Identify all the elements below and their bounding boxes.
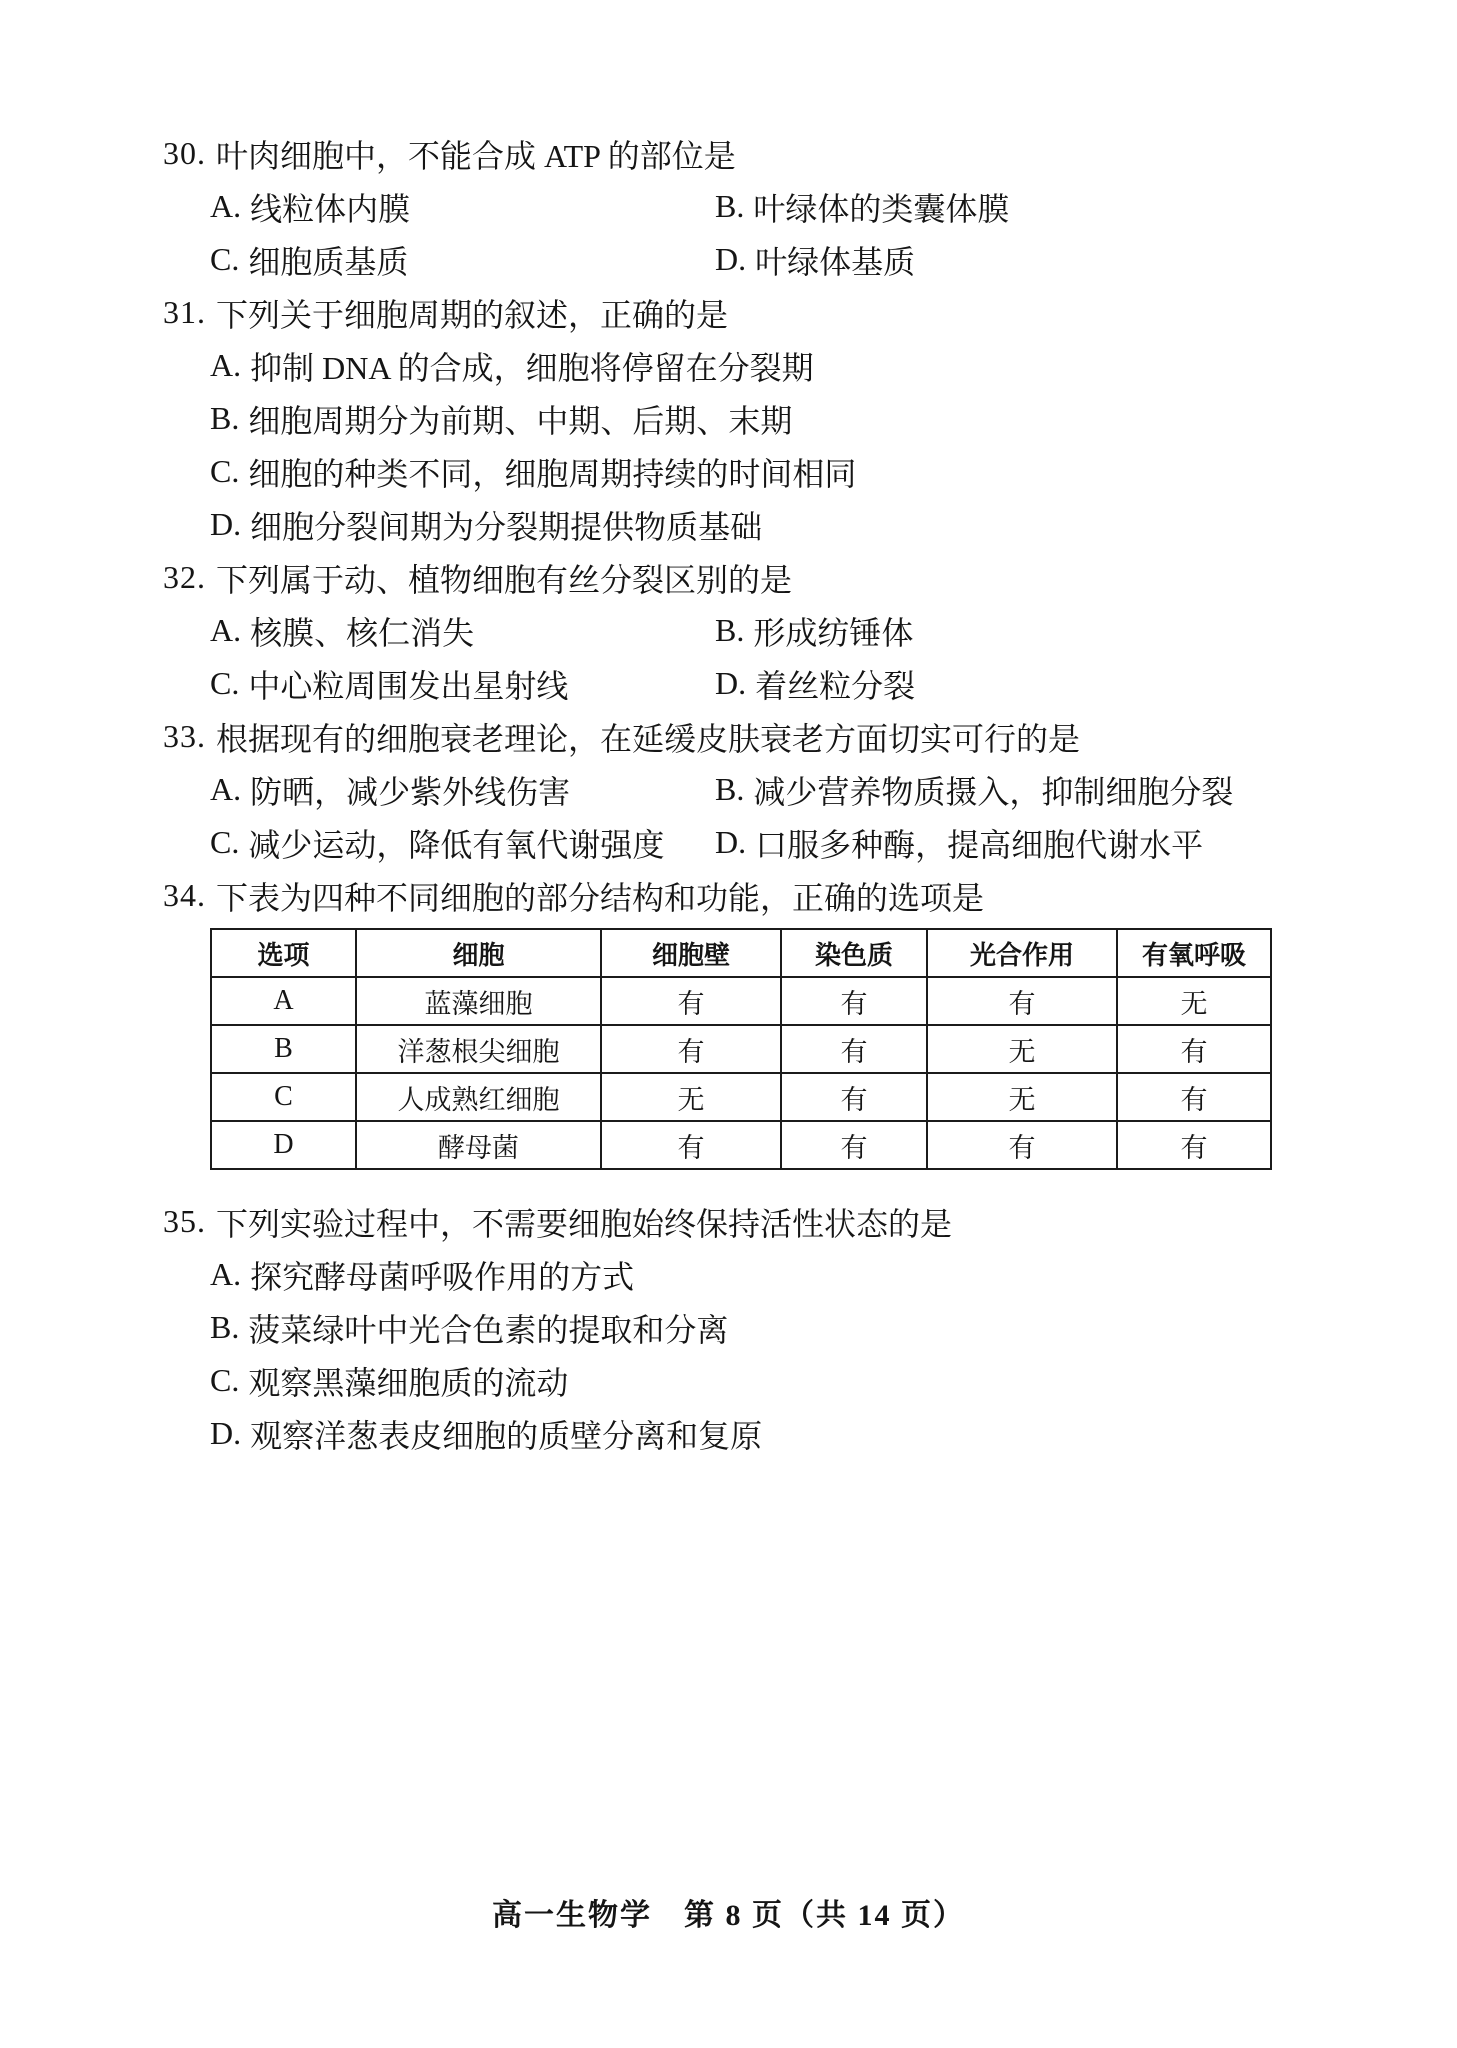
option-text: 减少运动，降低有氧代谢强度 [248,826,665,863]
option-a [210,1252,634,1298]
option-label: C. [210,241,240,277]
option-label: C. [210,1362,240,1398]
option-row [0,392,1457,445]
table-header-cell: 细胞壁 [601,929,781,977]
option-text: 形成纺锤体 [753,614,914,651]
option-c [210,237,715,283]
option-b [210,396,792,442]
option-label: D. [715,665,747,701]
table-row [211,1121,1271,1169]
option-label: B. [715,188,745,224]
option-label: B. [210,1309,240,1345]
table-cell: 有 [601,1025,781,1073]
option-row [0,233,1457,286]
option-text: 观察洋葱表皮细胞的质壁分离和复原 [250,1417,763,1454]
question-stem: 叶肉细胞中，不能合成 ATP 的部位是 [216,137,736,174]
option-row [0,1354,1457,1407]
option-a [210,343,814,389]
question-stem-line [0,551,1457,604]
option-c [210,1358,568,1404]
option-text: 核膜、核仁消失 [250,614,475,651]
table-header-cell: 有氧呼吸 [1117,929,1271,977]
table-cell: 无 [1117,977,1271,1025]
option-label: C. [210,665,240,701]
table-cell: 有 [781,1073,927,1121]
table-cell: 有 [781,977,927,1025]
option-label: A. [210,188,242,224]
table-row [211,977,1271,1025]
option-text: 口服多种酶，提高细胞代谢水平 [755,826,1204,863]
option-row [0,498,1457,551]
option-text: 菠菜绿叶中光合色素的提取和分离 [248,1311,729,1348]
option-row [0,1407,1457,1460]
table-cell: 有 [1117,1025,1271,1073]
option-row [0,339,1457,392]
table-header-row [211,929,1271,977]
option-label: C. [210,824,240,860]
option-a [210,184,715,230]
option-text: 叶绿体基质 [755,243,916,280]
table-cell: D [211,1121,356,1169]
option-text: 减少营养物质摄入，抑制细胞分裂 [753,773,1234,810]
question-stem: 下表为四种不同细胞的部分结构和功能，正确的选项是 [216,879,985,916]
table-cell: 无 [927,1025,1117,1073]
option-a [210,608,715,654]
question-stem: 下列关于细胞周期的叙述，正确的是 [216,296,729,333]
table-cell: 洋葱根尖细胞 [356,1025,601,1073]
question-31 [0,286,1457,551]
option-text: 细胞质基质 [248,243,409,280]
option-row [0,1301,1457,1354]
option-d [715,661,915,707]
option-text: 抑制 DNA 的合成，细胞将停留在分裂期 [250,349,814,386]
question-30 [0,127,1457,286]
question-stem: 下列实验过程中，不需要细胞始终保持活性状态的是 [216,1205,953,1242]
table-cell: 有 [1117,1073,1271,1121]
question-35 [0,1195,1457,1460]
option-label: D. [715,824,747,860]
option-label: B. [715,612,745,648]
option-text: 线粒体内膜 [250,190,411,227]
option-b [715,767,1233,813]
option-text: 细胞周期分为前期、中期、后期、末期 [248,402,793,439]
question-32 [0,551,1457,710]
question-number: 34. [163,877,206,913]
table-cell: 有 [1117,1121,1271,1169]
question-stem-line [0,127,1457,180]
question-stem-line [0,869,1457,922]
option-text: 着丝粒分裂 [755,667,916,704]
table-cell: 有 [601,1121,781,1169]
question-33 [0,710,1457,869]
question-stem-line [0,1195,1457,1248]
option-d [715,820,1203,866]
option-text: 细胞分裂间期为分裂期提供物质基础 [250,508,763,545]
option-text: 探究酵母菌呼吸作用的方式 [250,1258,635,1295]
option-row [0,816,1457,869]
option-d [715,237,915,283]
table-cell: 蓝藻细胞 [356,977,601,1025]
question-stem-line [0,710,1457,763]
option-row [0,657,1457,710]
option-text: 观察黑藻细胞质的流动 [248,1364,569,1401]
table-cell: 有 [601,977,781,1025]
table-cell: 无 [601,1073,781,1121]
option-c [210,449,856,495]
question-number: 32. [163,559,206,595]
option-row [0,180,1457,233]
table-header-cell: 选项 [211,929,356,977]
cell-comparison-table [210,928,1272,1170]
option-b [715,184,1009,230]
page-footer: 高一生物学 第 8 页（共 14 页） [492,1899,965,1932]
table-cell: A [211,977,356,1025]
option-text: 中心粒周围发出星射线 [248,667,569,704]
option-label: B. [210,400,240,436]
option-label: D. [210,506,242,542]
table-row [211,1025,1271,1073]
option-label: D. [715,241,747,277]
table-header-cell: 细胞 [356,929,601,977]
option-label: D. [210,1415,242,1451]
table-header-cell: 光合作用 [927,929,1117,977]
option-b [715,608,913,654]
option-label: A. [210,1256,242,1292]
table-cell: B [211,1025,356,1073]
option-text: 防晒，减少紫外线伤害 [250,773,571,810]
option-text: 叶绿体的类囊体膜 [753,190,1010,227]
table-cell: 酵母菌 [356,1121,601,1169]
table-cell: 有 [781,1025,927,1073]
option-label: C. [210,453,240,489]
question-34 [0,869,1457,1170]
question-number: 33. [163,718,206,754]
table-cell: C [211,1073,356,1121]
option-row [0,445,1457,498]
option-d [210,502,762,548]
question-number: 31. [163,294,206,330]
option-label: A. [210,347,242,383]
table-cell: 无 [927,1073,1117,1121]
option-row [0,763,1457,816]
question-number: 35. [163,1203,206,1239]
option-label: A. [210,771,242,807]
option-row [0,604,1457,657]
option-label: B. [715,771,745,807]
option-text: 细胞的种类不同，细胞周期持续的时间相同 [248,455,857,492]
table-cell: 人成熟红细胞 [356,1073,601,1121]
table-cell: 有 [781,1121,927,1169]
option-c [210,661,715,707]
question-number: 30. [163,135,206,171]
question-stem: 下列属于动、植物细胞有丝分裂区别的是 [216,561,793,598]
table-header-cell: 染色质 [781,929,927,977]
option-d [210,1411,762,1457]
option-a [210,767,715,813]
question-stem-line [0,286,1457,339]
question-stem: 根据现有的细胞衰老理论，在延缓皮肤衰老方面切实可行的是 [216,720,1081,757]
table-row [211,1073,1271,1121]
table-cell: 有 [927,1121,1117,1169]
option-c [210,820,715,866]
table-cell: 有 [927,977,1117,1025]
option-label: A. [210,612,242,648]
option-row [0,1248,1457,1301]
option-b [210,1305,728,1351]
